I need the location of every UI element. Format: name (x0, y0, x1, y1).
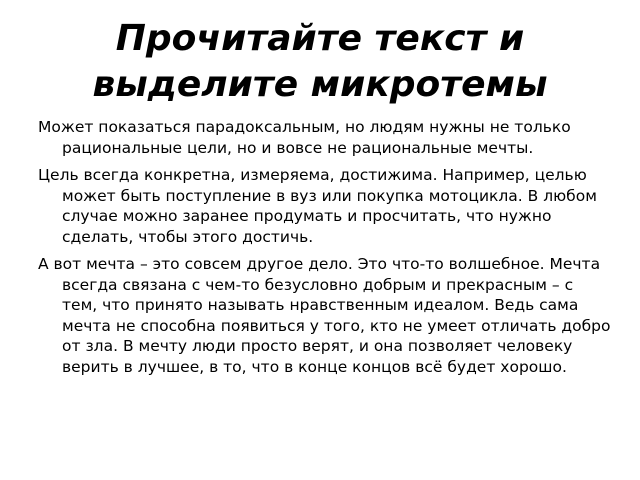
paragraph-3: А вот мечта – это совсем другое дело. Это что-то волшебное. Мечта всегда связана с чем-то безусловно добрым и прекрасным – с тем, что принято называть нравственным идеалом. Ведь сама мечта не способна появиться у того, кто не умеет отличать добро от зла. В мечту люди просто верят, и она позволяет человеку верить в лучшее, в то, что в конце концов всё будет хорошо. (38, 255, 611, 376)
slide-body (38, 117, 613, 384)
paragraph-1: Может показаться парадоксальным, но людям нужны не только рациональные цели, но и вовсе не рациональные мечты. (38, 118, 571, 157)
paragraph-2: Цель всегда конкретна, измеряема, достижима. Например, целью может быть поступление в вуз или покупка мотоцикла. В любом случае можно заранее продумать и просчитать, что нужно сделать, чтобы этого достичь. (38, 166, 597, 246)
slide-title: Прочитайте текст и выделите микротемы (92, 18, 548, 105)
